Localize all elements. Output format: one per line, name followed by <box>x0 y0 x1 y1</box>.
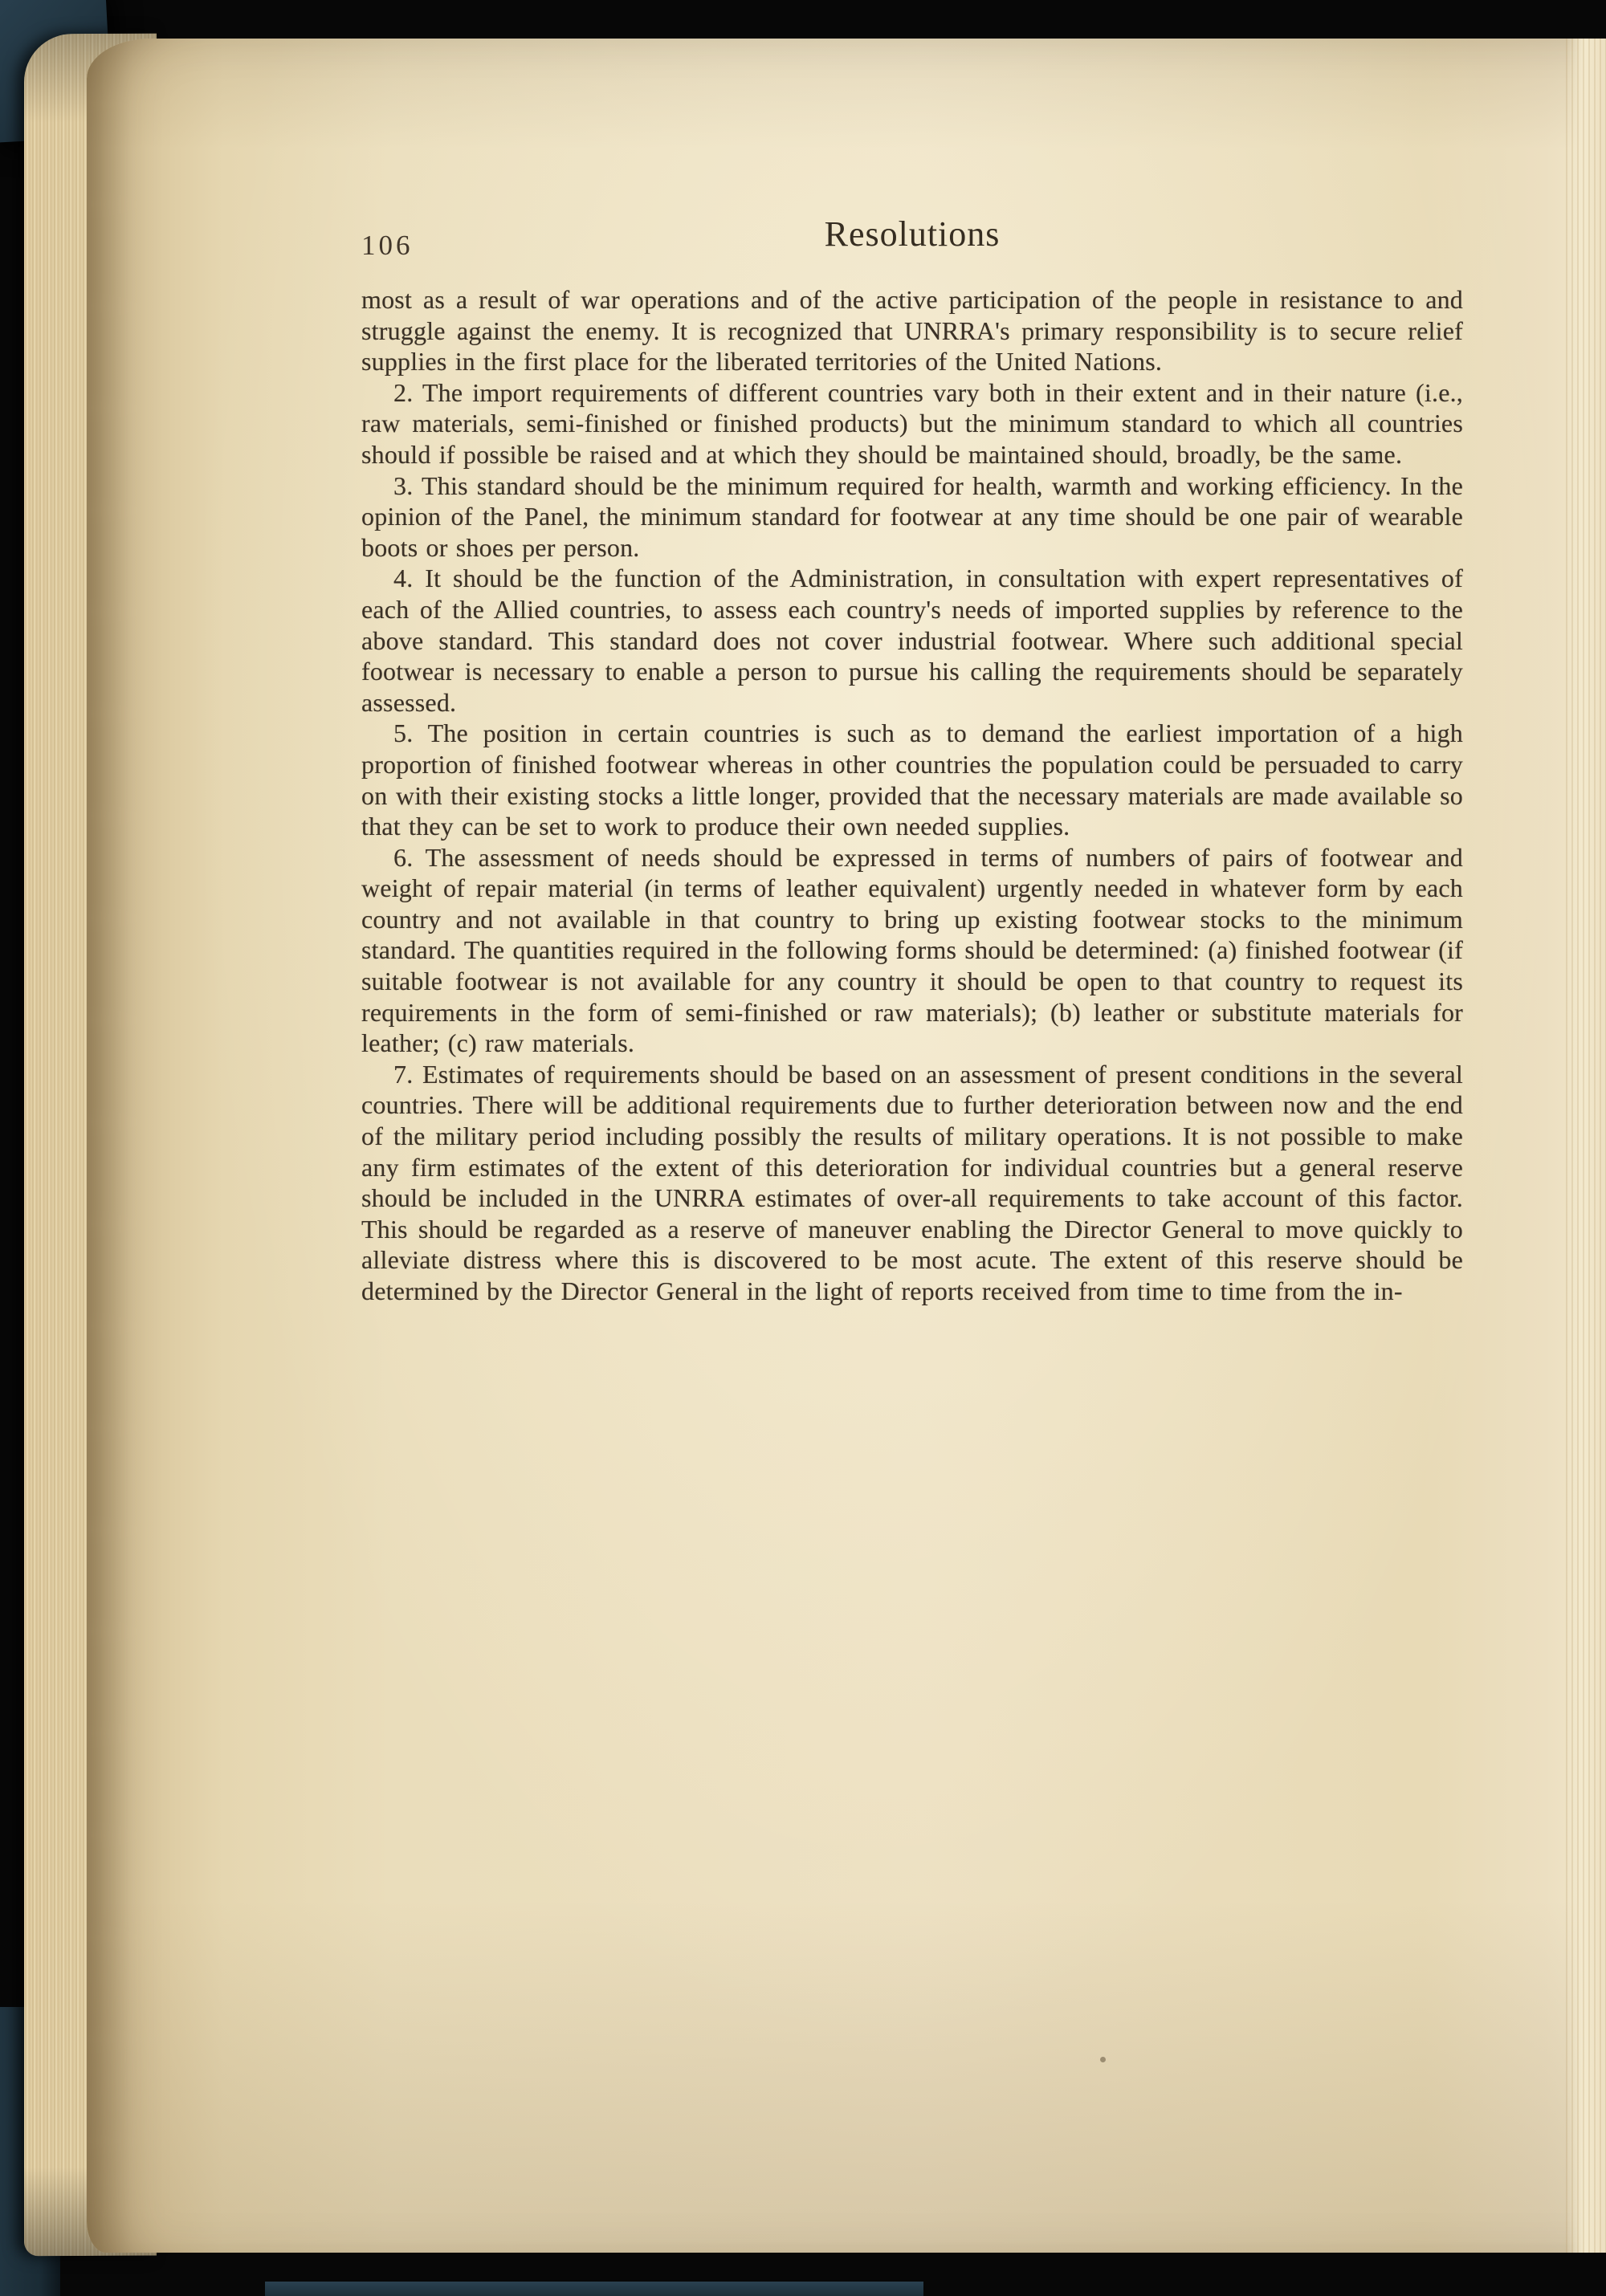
paragraph-5: 5. The position in certain countries is such as to demand the earliest importation of a high proportion of finished footwear whereas in other countries the population could be persuaded to carry on with their existing stocks a little longer, provided that the necessary materials are made available so that they can be set to work to produce their own needed supplies. <box>361 719 1463 841</box>
paragraph-4: 4. It should be the function of the Administration, in consultation with expert representatives of each of the Allied countries, to assess each country's needs of imported supplies by reference to the above standard. This standard does not cover industrial footwear. Where such additional special footwear is necessary to enable a person to pursue his calling the requirements should be separately assessed. <box>361 564 1463 717</box>
book-page <box>87 39 1606 2253</box>
page-number: 106 <box>361 230 414 261</box>
paragraph-7: 7. Estimates of requirements should be based on an assessment of present conditions in the several countries. There will be additional requirements due to further deterioration between now and the end of the military period including possibly the results of military operations. It is not possible to make any firm estimates of the extent of this deterioration for individual countries but a general reserve should be included in the UNRRA estimates of over-all requirements to take account of this factor. This should be regarded as a reserve of maneuver enabling the Director General to move quickly to alleviate distress where this is discovered to be most acute. The extent of this reserve should be determined by the Director General in the light of reports received from time to time from the in- <box>361 1059 1463 1305</box>
body-text <box>361 284 1463 1307</box>
running-title: Resolutions <box>824 214 1001 254</box>
paragraph-6: 6. The assessment of needs should be expressed in terms of numbers of pairs of footwear and weight of repair material (in terms of leather equivalent) urgently needed in whatever form by each country and not available in that country to bring up existing footwear stocks to the minimum standard. The quantities required in the following forms should be determined: (a) finished footwear (if suitable footwear is not available for any country it should be open to that country to request its requirements in the form of semi-finished or raw materials); (b) leather or substitute materials for leather; (c) raw materials. <box>361 842 1463 1058</box>
book-cover-bottom <box>265 2282 923 2296</box>
paper-speck <box>1100 2057 1106 2062</box>
page-header <box>361 214 1463 263</box>
paragraph-continuation: most as a result of war operations and of the active participation of the people in resistance to and struggle against the enemy. It is recognized that UNRRA's primary responsibility is to secure relief supplies in the first place for the liberated territories of the United Nations. <box>361 285 1463 377</box>
page-content <box>361 214 1463 1307</box>
paragraph-2: 2. The import requirements of different countries vary both in their extent and in their nature (i.e., raw materials, semi-finished or finished products) but the minimum standard to which all countries should if possible be raised and at which they should be maintained should, broadly, be the same. <box>361 377 1463 469</box>
paragraph-3: 3. This standard should be the minimum required for health, warmth and working efficiency. In the opinion of the Panel, the minimum standard for footwear at any time should be one pair of wearable boots or shoes per person. <box>361 470 1463 562</box>
fore-edge <box>1566 39 1606 2253</box>
